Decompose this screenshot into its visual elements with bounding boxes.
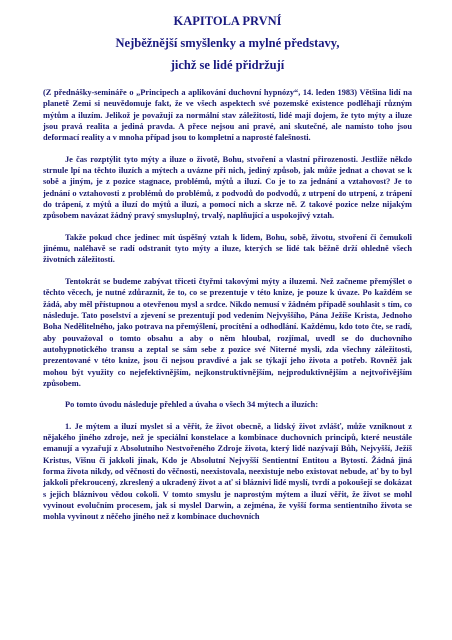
paragraph-myth-1: 1. Je mýtem a iluzí myslet si a věřit, že život obecně, a lidský život zvlášť, může vzniknout z nějakého jiného zdroje, než je speciální konstelace a kombinace duchovních principů, které neustále emanují a vyzařují z Absolutního Nestvořeného Zdroje života, který lidé nazývají Bůh, Nejvyšší, Ježíš Kristus, Višnu či jakkoli jinak, Kdo je Absolutní Nejvyšší Sentientní Entitou a Bytostí. Žádná jiná forma života nikdy, od věčnosti do věčnosti, neexistovala, neexistuje nebo existovat nebude, ať by to byl jakkoli překroucený, zkreslený a ukradený život a ať si bláznivi lidé myslí, tvrdí a pokoušejí se dokázat s jejich bláznivou vědou cokoli. V tomto smyslu je naprostým mýtem a iluzí věřit, že život se mohl vyvinout evolučním procesem, jak si myslel Darwin, a zejména, že vyšší forma sentientního života se mohla vyvinout z něčeho jiného než z kombinace duchovních	[43, 421, 412, 522]
paragraph-relationship: Takže pokud chce jedinec mít úspěšný vztah k lidem, Bohu, sobě, životu, stvoření či čemukoli jinému, naléhavě se radí odstranit tyto mýty a iluze, kterých se lidé tak běžně drží ohledně všech životních záležitostí.	[43, 232, 412, 265]
chapter-title-line-2: jichž se lidé přidržují	[170, 58, 285, 72]
chapter-heading: KAPITOLA PRVNÍ	[173, 14, 282, 28]
paragraph-intro: (Z přednášky-semináře o „Principech a aplikování duchovní hypnózy“, 14. leden 1983) Většina lidí na planetě Zemi si neuvědomuje fakt, že ve všech aspektech své pozemské existence podléhají různým mýtům a iluzím. Jelikož je považují za normální stav záležitostí, lidé mají dojem, že tyto mýty a iluze jsou pravá realita a jediná pravda. A přece nejsou ani pravé, ani skutečné, ale namísto toho jsou deformací reality a v mnoha případ jsou to kompletní a naprosté falešnosti.	[43, 88, 412, 143]
paragraph-thirty-four-myths: Tentokrát se budeme zabývat třiceti čtyřmi takovými mýty a iluzemi. Než začneme přemýšlet o těchto věcech, je nutné zdůraznit, že to, co se prezentuje v této knize, je pouze k úvaze. Po každém se žádá, aby měl přístupnou a otevřenou mysl a srdce. Nikdo nemusí v žádném případě souhlasit s tím, co následuje. Tato poselství a zjevení se prezentují pod vedením Nejvyššího, Pána Ježíše Krista, Jednoho Boha Nedělitelného, jako potrava na přemýšlení, procítění a odhodlání. Každému, kdo toto čte, se radí, aby pouvažoval o tomto obsahu a aby o něm hloubal, rozjímal, uvedl se do duchovního autohypnotického transu a zeptal se sám sebe z pozice své Niterné mysli, zda všechny záležitosti, prezentované v této knize, jsou či nejsou pravdivé a jak se týkají jeho života a potřeb. Rovněž jak mohou být využity co nejefektivnějším, nejkonstruktivnějším, nejproduktivnějším a nejtvořivějším způsobem.	[43, 276, 412, 388]
paragraph-overview: Po tomto úvodu následuje přehled a úvaha o všech 34 mýtech a iluzích:	[65, 400, 319, 410]
paragraph-dispel-myths: Je čas rozptýlit tyto mýty a iluze o životě, Bohu, stvoření a vlastní přirozenosti. Jestliže někdo strnule lpí na těchto iluzích a mýtech a uvázne při nich, jediný způsob, jak může jednat a chovat se k sobě a jiným, je z pozice stagnace, problémů, mýtů a iluzí. Co je to za jednání a vztahovost? Je to jednání o vztahovosti z problémů do problémů, z podvodů do podvodů, z utrpení do utrpení, z trápení do trápení, z mýtů a iluzí do mýtů a iluzí, a pomocí nich a skrze ně. Z takové pozice nelze nijakým způsobem navázat žádný pravý smysluplný, trvalý, naplňující a uspokojivý vztah.	[43, 154, 412, 221]
chapter-title-line-1: Nejběžnější smyšlenky a mylné představy,	[115, 36, 340, 50]
